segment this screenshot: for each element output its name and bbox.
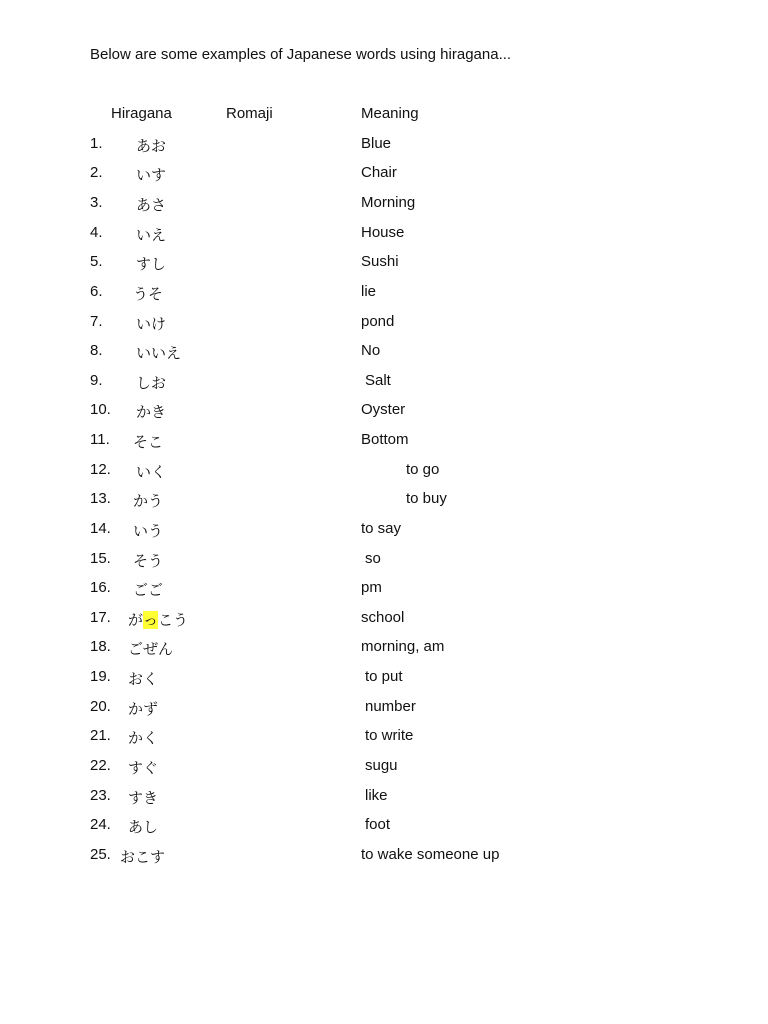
item-number: 22. <box>90 757 111 774</box>
item-hiragana: いけ <box>136 315 167 333</box>
item-number: 5. <box>90 253 103 270</box>
item-hiragana: かう <box>133 492 164 510</box>
item-meaning: Salt <box>365 372 391 389</box>
item-hiragana: いう <box>133 522 164 540</box>
item-hiragana: あさ <box>136 196 167 214</box>
list-item <box>0 224 768 246</box>
item-meaning: to go <box>406 461 440 478</box>
list-item <box>0 313 768 335</box>
header-romaji: Romaji <box>226 105 273 122</box>
item-number: 1. <box>90 135 103 152</box>
highlighted-character: っ <box>143 611 159 629</box>
item-hiragana: すぐ <box>128 759 159 777</box>
item-number: 3. <box>90 194 103 211</box>
item-hiragana: ごご <box>133 581 164 599</box>
item-meaning: foot <box>365 816 391 833</box>
list-item <box>0 490 768 512</box>
item-hiragana: うそ <box>133 285 164 303</box>
list-item <box>0 550 768 572</box>
item-number: 17. <box>90 609 111 626</box>
item-meaning: pm <box>361 579 382 596</box>
item-hiragana: いく <box>136 463 167 481</box>
list-item <box>0 846 768 868</box>
item-number: 21. <box>90 727 111 744</box>
item-number: 8. <box>90 342 103 359</box>
item-number: 4. <box>90 224 103 241</box>
item-meaning: like <box>365 787 388 804</box>
item-meaning: to buy <box>406 490 447 507</box>
item-meaning: Oyster <box>361 401 406 418</box>
item-meaning: Sushi <box>361 253 399 270</box>
item-hiragana: おく <box>128 670 159 688</box>
list-item <box>0 668 768 690</box>
list-item <box>0 401 768 423</box>
header-meaning: Meaning <box>361 105 419 122</box>
header-hiragana: Hiragana <box>111 105 172 122</box>
list-item <box>0 757 768 779</box>
list-item <box>0 461 768 483</box>
item-hiragana: すき <box>128 789 159 807</box>
item-hiragana <box>128 609 188 630</box>
item-hiragana: あお <box>136 137 167 155</box>
list-item <box>0 579 768 601</box>
item-number: 9. <box>90 372 103 389</box>
item-number: 16. <box>90 579 111 596</box>
list-item <box>0 194 768 216</box>
item-hiragana: かず <box>128 700 159 718</box>
list-item <box>0 520 768 542</box>
item-meaning: so <box>365 550 381 567</box>
item-meaning: to put <box>365 668 403 685</box>
item-number: 11. <box>90 431 110 448</box>
list-item <box>0 135 768 157</box>
item-hiragana: いえ <box>136 226 167 244</box>
item-meaning: Chair <box>361 164 397 181</box>
item-hiragana: しお <box>136 374 167 392</box>
item-meaning: to write <box>365 727 414 744</box>
item-number: 13. <box>90 490 111 507</box>
list-item <box>0 164 768 186</box>
list-item <box>0 372 768 394</box>
item-hiragana: かき <box>136 403 167 421</box>
item-meaning: sugu <box>365 757 398 774</box>
item-hiragana: ごぜん <box>128 640 174 658</box>
list-item <box>0 816 768 838</box>
list-item <box>0 609 768 631</box>
item-meaning: school <box>361 609 405 626</box>
item-meaning: number <box>365 698 416 715</box>
list-item <box>0 431 768 453</box>
list-item <box>0 727 768 749</box>
item-number: 18. <box>90 638 111 655</box>
list-item <box>0 253 768 275</box>
item-meaning: House <box>361 224 405 241</box>
item-hiragana: そこ <box>133 433 164 451</box>
item-meaning: to wake someone up <box>361 846 500 863</box>
intro-text: Below are some examples of Japanese words using hiragana... <box>90 46 512 63</box>
item-hiragana: いいえ <box>136 344 182 362</box>
item-number: 14. <box>90 520 111 537</box>
item-number: 19. <box>90 668 111 685</box>
item-hiragana: そう <box>133 552 164 570</box>
item-meaning: morning, am <box>361 638 445 655</box>
item-number: 20. <box>90 698 111 715</box>
item-number: 15. <box>90 550 111 567</box>
list-item <box>0 342 768 364</box>
list-item <box>0 283 768 305</box>
list-item <box>0 638 768 660</box>
item-hiragana: おこす <box>120 848 166 866</box>
item-number: 6. <box>90 283 103 300</box>
item-number: 12. <box>90 461 111 478</box>
item-hiragana-part: こう <box>158 611 189 629</box>
list-item <box>0 698 768 720</box>
item-meaning: No <box>361 342 381 359</box>
item-meaning: Blue <box>361 135 392 152</box>
item-hiragana: あし <box>128 818 159 836</box>
item-meaning: lie <box>361 283 377 300</box>
list-item <box>0 787 768 809</box>
item-hiragana-part: が <box>128 611 144 629</box>
item-meaning: Morning <box>361 194 416 211</box>
item-number: 7. <box>90 313 103 330</box>
item-hiragana: すし <box>136 255 167 273</box>
item-meaning: to say <box>361 520 402 537</box>
item-number: 25. <box>90 846 111 863</box>
item-hiragana: いす <box>136 166 167 184</box>
item-number: 24. <box>90 816 111 833</box>
item-meaning: pond <box>361 313 395 330</box>
item-number: 23. <box>90 787 111 804</box>
item-meaning: Bottom <box>361 431 409 448</box>
item-number: 10. <box>90 401 111 418</box>
item-hiragana: かく <box>128 729 159 747</box>
item-number: 2. <box>90 164 103 181</box>
